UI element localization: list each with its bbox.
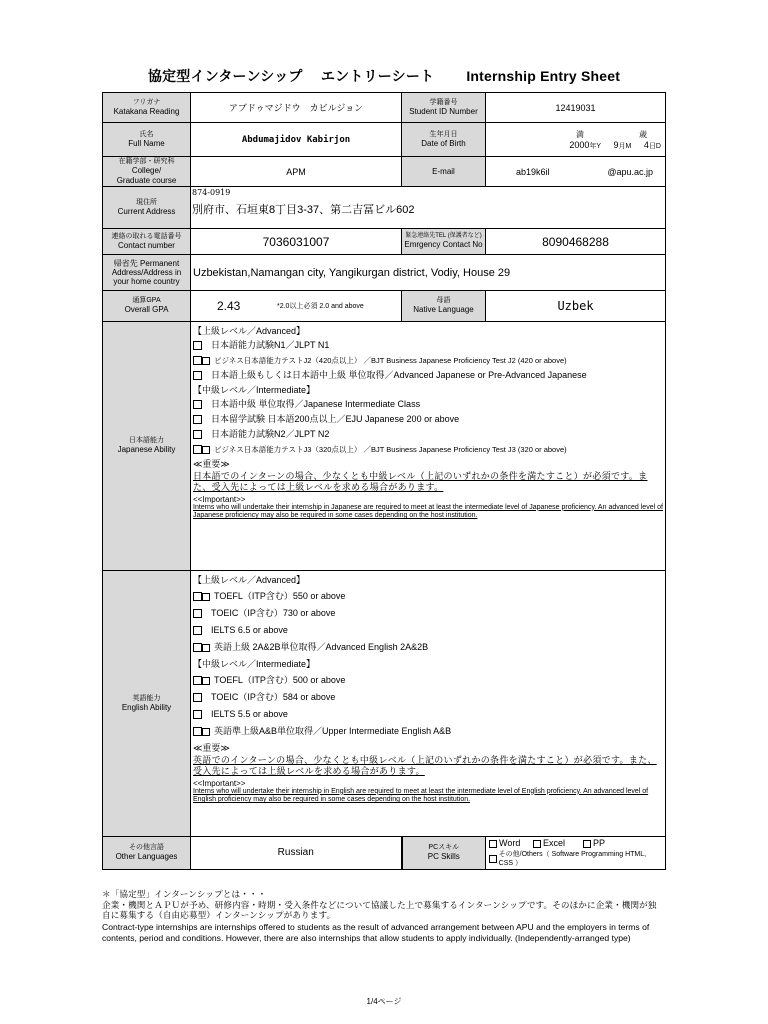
- checkbox[interactable]: [193, 430, 202, 439]
- japanese-item[interactable]: 日本語能力試験N2／JLPT N2: [193, 430, 663, 439]
- footer-jp-2: 企業・機関とＡＰＵが予め、研修内容・時期・受入条件などについて協議した上で募集するインターンシップです。そのほかに企業・機関が独自に募集する（自由応募型）インターンシップがあります。: [102, 899, 657, 921]
- checkbox[interactable]: [193, 400, 202, 409]
- gpa-field[interactable]: [191, 291, 402, 322]
- katakana-field[interactable]: アブドゥマジドウ カビルジョン: [191, 93, 402, 123]
- checkbox[interactable]: [489, 855, 497, 863]
- entry-sheet-table: [102, 92, 666, 870]
- checkbox[interactable]: [202, 644, 210, 652]
- english-item[interactable]: IELTS 6.5 or above: [193, 626, 663, 635]
- full-name-label: 氏名 Full Name: [103, 123, 191, 157]
- full-name-field[interactable]: Abdumajidov Kabirjon: [191, 123, 402, 157]
- contact-field[interactable]: 7036031007: [191, 229, 402, 255]
- student-id-field[interactable]: 12419031: [486, 93, 666, 123]
- japanese-item[interactable]: 日本語中級 単位取得／Japanese Intermediate Class: [193, 400, 663, 409]
- japanese-item[interactable]: 日本留学試験 日本語200点以上／EJU Japanese 200 or above: [193, 415, 663, 424]
- emergency-contact-label: 緊急連絡先TEL (保護者など) Emrgency Contact No: [402, 229, 486, 255]
- english-important-en-head: <<Important>>: [193, 778, 246, 788]
- english-important-head: ≪重要≫: [193, 743, 230, 753]
- english-item[interactable]: TOEFL（ITP含む）550 or above: [193, 592, 663, 601]
- japanese-important-en-head: <<Important>>: [193, 494, 246, 504]
- checkbox[interactable]: [583, 840, 591, 848]
- dob-day: 4: [643, 139, 649, 150]
- checkbox[interactable]: [193, 371, 202, 380]
- checkbox[interactable]: [202, 593, 210, 601]
- emergency-contact-field[interactable]: 8090468288: [486, 229, 666, 255]
- english-item[interactable]: 英語準上級A&B単位取得／Upper Intermediate English A&B: [193, 727, 663, 736]
- pc-skills-field[interactable]: Word Excel PP その他/Others（ Software Programming HTML, CSS ）: [486, 837, 666, 870]
- checkbox[interactable]: [202, 446, 210, 454]
- email-field[interactable]: ab19k6il @apu.ac.jp: [486, 157, 666, 187]
- english-important-jp: 英語でのインターンの場合、少なくとも中級レベル（上記のいずれかの条件を満たすこと）が必須です。また、受入先によっては上級レベルを求める場合があります。: [193, 755, 657, 776]
- checkbox[interactable]: [193, 676, 202, 685]
- student-id-label: 学籍番号 Student ID Number: [402, 93, 486, 123]
- checkbox[interactable]: [193, 643, 202, 652]
- title-jp: 協定型インターンシップ エントリーシート: [147, 68, 435, 84]
- pc-skills-label: PCスキル PC Skills: [402, 837, 486, 870]
- japanese-important-head: ≪重要≫: [193, 459, 230, 469]
- checkbox[interactable]: [193, 727, 202, 736]
- checkbox[interactable]: [193, 592, 202, 601]
- dob-year: 2000: [569, 139, 590, 150]
- japanese-item[interactable]: 日本語上級もしくは日本語中上級 単位取得／Advanced Japanese or Pre-Advanced Japanese: [193, 371, 663, 380]
- english-important-en: Interns who will undertake their internship in English are required to meet at least the intermediate level of English proficiency. An advanced level of English proficiency may also be required in some cases depending on the host institution.: [193, 787, 649, 803]
- page-number: 1/4ページ: [366, 997, 402, 1006]
- katakana-label: フリガナ Katakana Reading: [103, 93, 191, 123]
- footer-en: Contract-type internships are internships offered to students as the result of advanced arrangement between APU and the employers in terms of contents, period and conditions. However, there are also internships that allow students to apply individually. (Independently-arranged type): [102, 922, 650, 943]
- home-address-field[interactable]: Uzbekistan,Namangan city, Yangikurgan district, Vodiy, House 29: [191, 255, 666, 291]
- checkbox[interactable]: [193, 415, 202, 424]
- other-languages-field[interactable]: Russian: [191, 837, 402, 870]
- page-title: [0, 66, 768, 86]
- native-language-label: 母語 Native Language: [402, 291, 486, 322]
- email-label: E-mail: [402, 157, 486, 187]
- home-address-label: 帰省先 Permanent Address/Address in your home country: [103, 255, 191, 291]
- dob-field[interactable]: 満 歳 2000年Y 9月M 4日D: [486, 123, 666, 157]
- japanese-int-header: 【中級レベル／Intermediate】: [193, 385, 316, 395]
- japanese-item[interactable]: ビジネス日本語能力テストJ2（420点以上） ／BJT Business Japanese Proficiency Test J2 (420 or above): [193, 356, 663, 365]
- checkbox[interactable]: [193, 356, 202, 365]
- checkbox[interactable]: [202, 677, 210, 685]
- dob-label: 生年月日 Date of Birth: [402, 123, 486, 157]
- checkbox[interactable]: [202, 728, 210, 736]
- footer-jp-1: ＊「協定型」インターンシップとは・・・: [102, 889, 267, 899]
- address-line: 別府市、石垣東8丁目3-37、第二吉冨ビル602: [192, 204, 415, 216]
- address-label: 現住所 Current Address: [103, 187, 191, 229]
- japanese-item[interactable]: 日本語能力試験N1／JLPT N1: [193, 341, 663, 350]
- contact-label: 連絡の取れる電話番号 Contact number: [103, 229, 191, 255]
- english-ability-label: 英語能力 English Ability: [103, 571, 191, 837]
- english-adv-header: 【上級レベル／Advanced】: [193, 575, 306, 585]
- checkbox[interactable]: [533, 840, 541, 848]
- english-item[interactable]: 英語上級 2A&2B単位取得／Advanced English 2A&2B: [193, 643, 663, 652]
- gpa-value: 2.43: [217, 299, 241, 313]
- other-languages-label: その他言語 Other Languages: [103, 837, 191, 870]
- japanese-ability-label: 日本語能力 Japanese Ability: [103, 322, 191, 571]
- gpa-note: *2.0以上必須 2.0 and above: [277, 303, 364, 310]
- japanese-important-jp: 日本語でのインターンの場合、少なくとも中級レベル（上記のいずれかの条件を満たすこと）が必須です。また、受入先によっては上級レベルを求める場合があります。: [193, 471, 648, 492]
- address-zip: 874-0919: [192, 188, 231, 197]
- checkbox[interactable]: [202, 357, 210, 365]
- checkbox[interactable]: [193, 609, 202, 618]
- checkbox[interactable]: [193, 693, 202, 702]
- checkbox[interactable]: [193, 710, 202, 719]
- english-item[interactable]: TOEIC（IP含む）730 or above: [193, 609, 663, 618]
- japanese-important-en: Interns who will undertake their internship in Japanese are required to meet at least the intermediate level of Japanese proficiency. An advanced level of Japanese proficiency may also be required in some cases depending on the host institution.: [193, 503, 663, 519]
- title-en: Internship Entry Sheet: [466, 68, 621, 84]
- english-ability-section: [191, 571, 666, 837]
- college-field[interactable]: APM: [191, 157, 402, 187]
- checkbox[interactable]: [193, 341, 202, 350]
- japanese-adv-header: 【上級レベル／Advanced】: [193, 326, 306, 336]
- japanese-ability-section: [191, 322, 666, 571]
- checkbox[interactable]: [193, 626, 202, 635]
- english-item[interactable]: IELTS 5.5 or above: [193, 710, 663, 719]
- checkbox[interactable]: [489, 840, 497, 848]
- address-field[interactable]: [191, 187, 666, 229]
- gpa-label: 通算GPA Overall GPA: [103, 291, 191, 322]
- japanese-item[interactable]: ビジネス日本語能力テストJ3（320点以上） ／BJT Business Japanese Proficiency Test J3 (320 or above): [193, 445, 663, 454]
- english-item[interactable]: TOEIC（IP含む）584 or above: [193, 693, 663, 702]
- native-language-field[interactable]: Uzbek: [486, 291, 666, 322]
- checkbox[interactable]: [193, 445, 202, 454]
- english-item[interactable]: TOEFL（ITP含む）500 or above: [193, 676, 663, 685]
- footer-notes: [102, 889, 665, 944]
- english-int-header: 【中級レベル／Intermediate】: [193, 659, 316, 669]
- college-label: 在籍学部・研究科 College/ Graduate course: [103, 157, 191, 187]
- dob-month: 9: [613, 139, 619, 150]
